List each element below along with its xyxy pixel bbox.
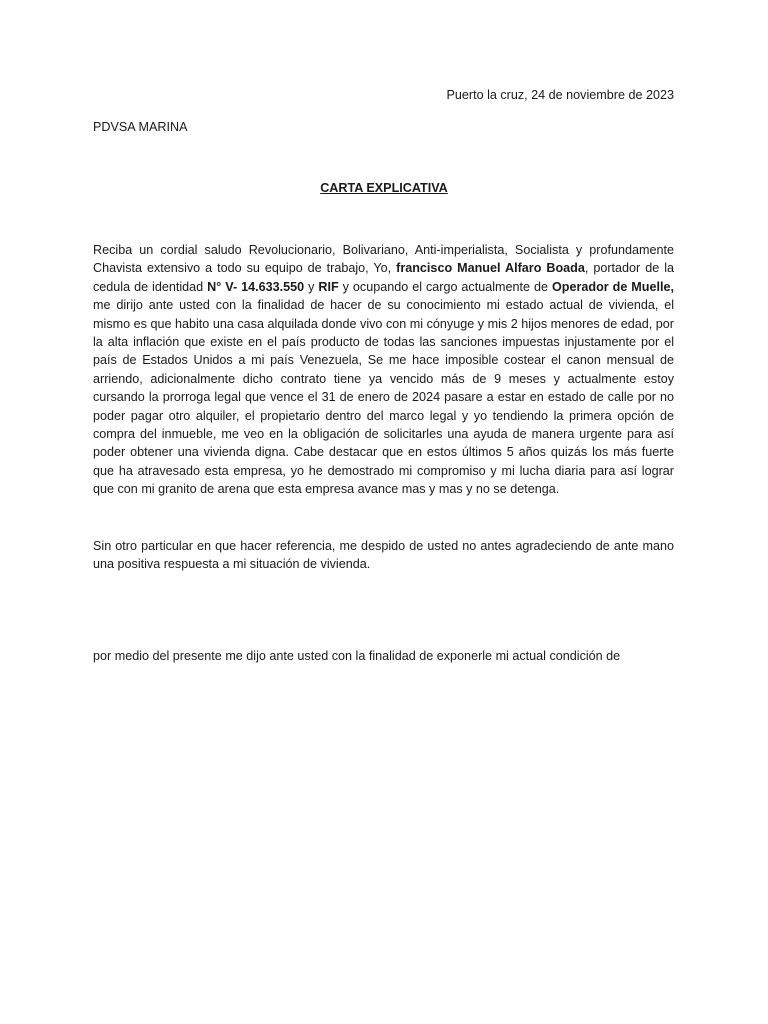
id-number: N° V- 14.633.550 (207, 279, 305, 294)
date-line: Puerto la cruz, 24 de noviembre de 2023 (446, 88, 674, 102)
paragraph-text: y ocupando el cargo actualmente de (338, 279, 552, 294)
paragraph-text: Reciba un cordial saludo Revolucionario, Bolivariano, Anti-imperialista, Socialista y profundamente Chavista extensivo a todo su equipo de trabajo, Yo, (93, 243, 674, 276)
paragraph-text: , portador de la cedula de identidad (93, 261, 674, 294)
body-paragraph-3: por medio del presente me dijo ante usted con la finalidad de exponerle mi actual condición de (93, 649, 621, 663)
job-position: Operador de Muelle, (551, 279, 674, 294)
rif-label: RIF (318, 279, 339, 294)
body-paragraph-1 (93, 241, 674, 499)
document-title: CARTA EXPLICATIVA (320, 181, 448, 195)
body-paragraph-2: Sin otro particular en que hacer referencia, me despido de usted no antes agradeciendo de ante mano una positiva respuesta a mi situación de vivienda. (93, 539, 674, 572)
paragraph-text: me dirijo ante usted con la finalidad de hacer de su conocimiento mi estado actual de vivienda, el mismo es que habito una casa alquilada donde vivo con mi cónyuge y mis 2 hijos menores de edad, por la alta inflación que existe en el país producto de todas las sanciones impuestas injustamente por el país de Estados Unidos a mi país Venezuela, Se me hace imposible costear el canon mensual de arriendo, adicionalmente dicho contrato tiene ya vencido más de 9 meses y actualmente estoy cursando la prorroga legal que vence el 31 de enero de 2024 pasare a estar en estado de calle por no poder pagar otro alquiler, el propietario dentro del marco legal y yo tendiendo la primera opción de compra del inmueble, me veo en la obligación de solicitarles una ayuda de manera urgente para así poder obtener una vivienda digna. Cabe destacar que en estos últimos 5 años quizás los más fuerte que ha atravesado esta empresa, yo he demostrado mi compromiso y mi lucha diaria para así lograr que con mi granito de arena que esta empresa avance mas y mas y no se detenga. (93, 298, 674, 497)
sender-name: francisco Manuel Alfaro Boada (396, 261, 585, 276)
paragraph-text: y (304, 279, 319, 294)
recipient: PDVSA MARINA (93, 120, 188, 134)
